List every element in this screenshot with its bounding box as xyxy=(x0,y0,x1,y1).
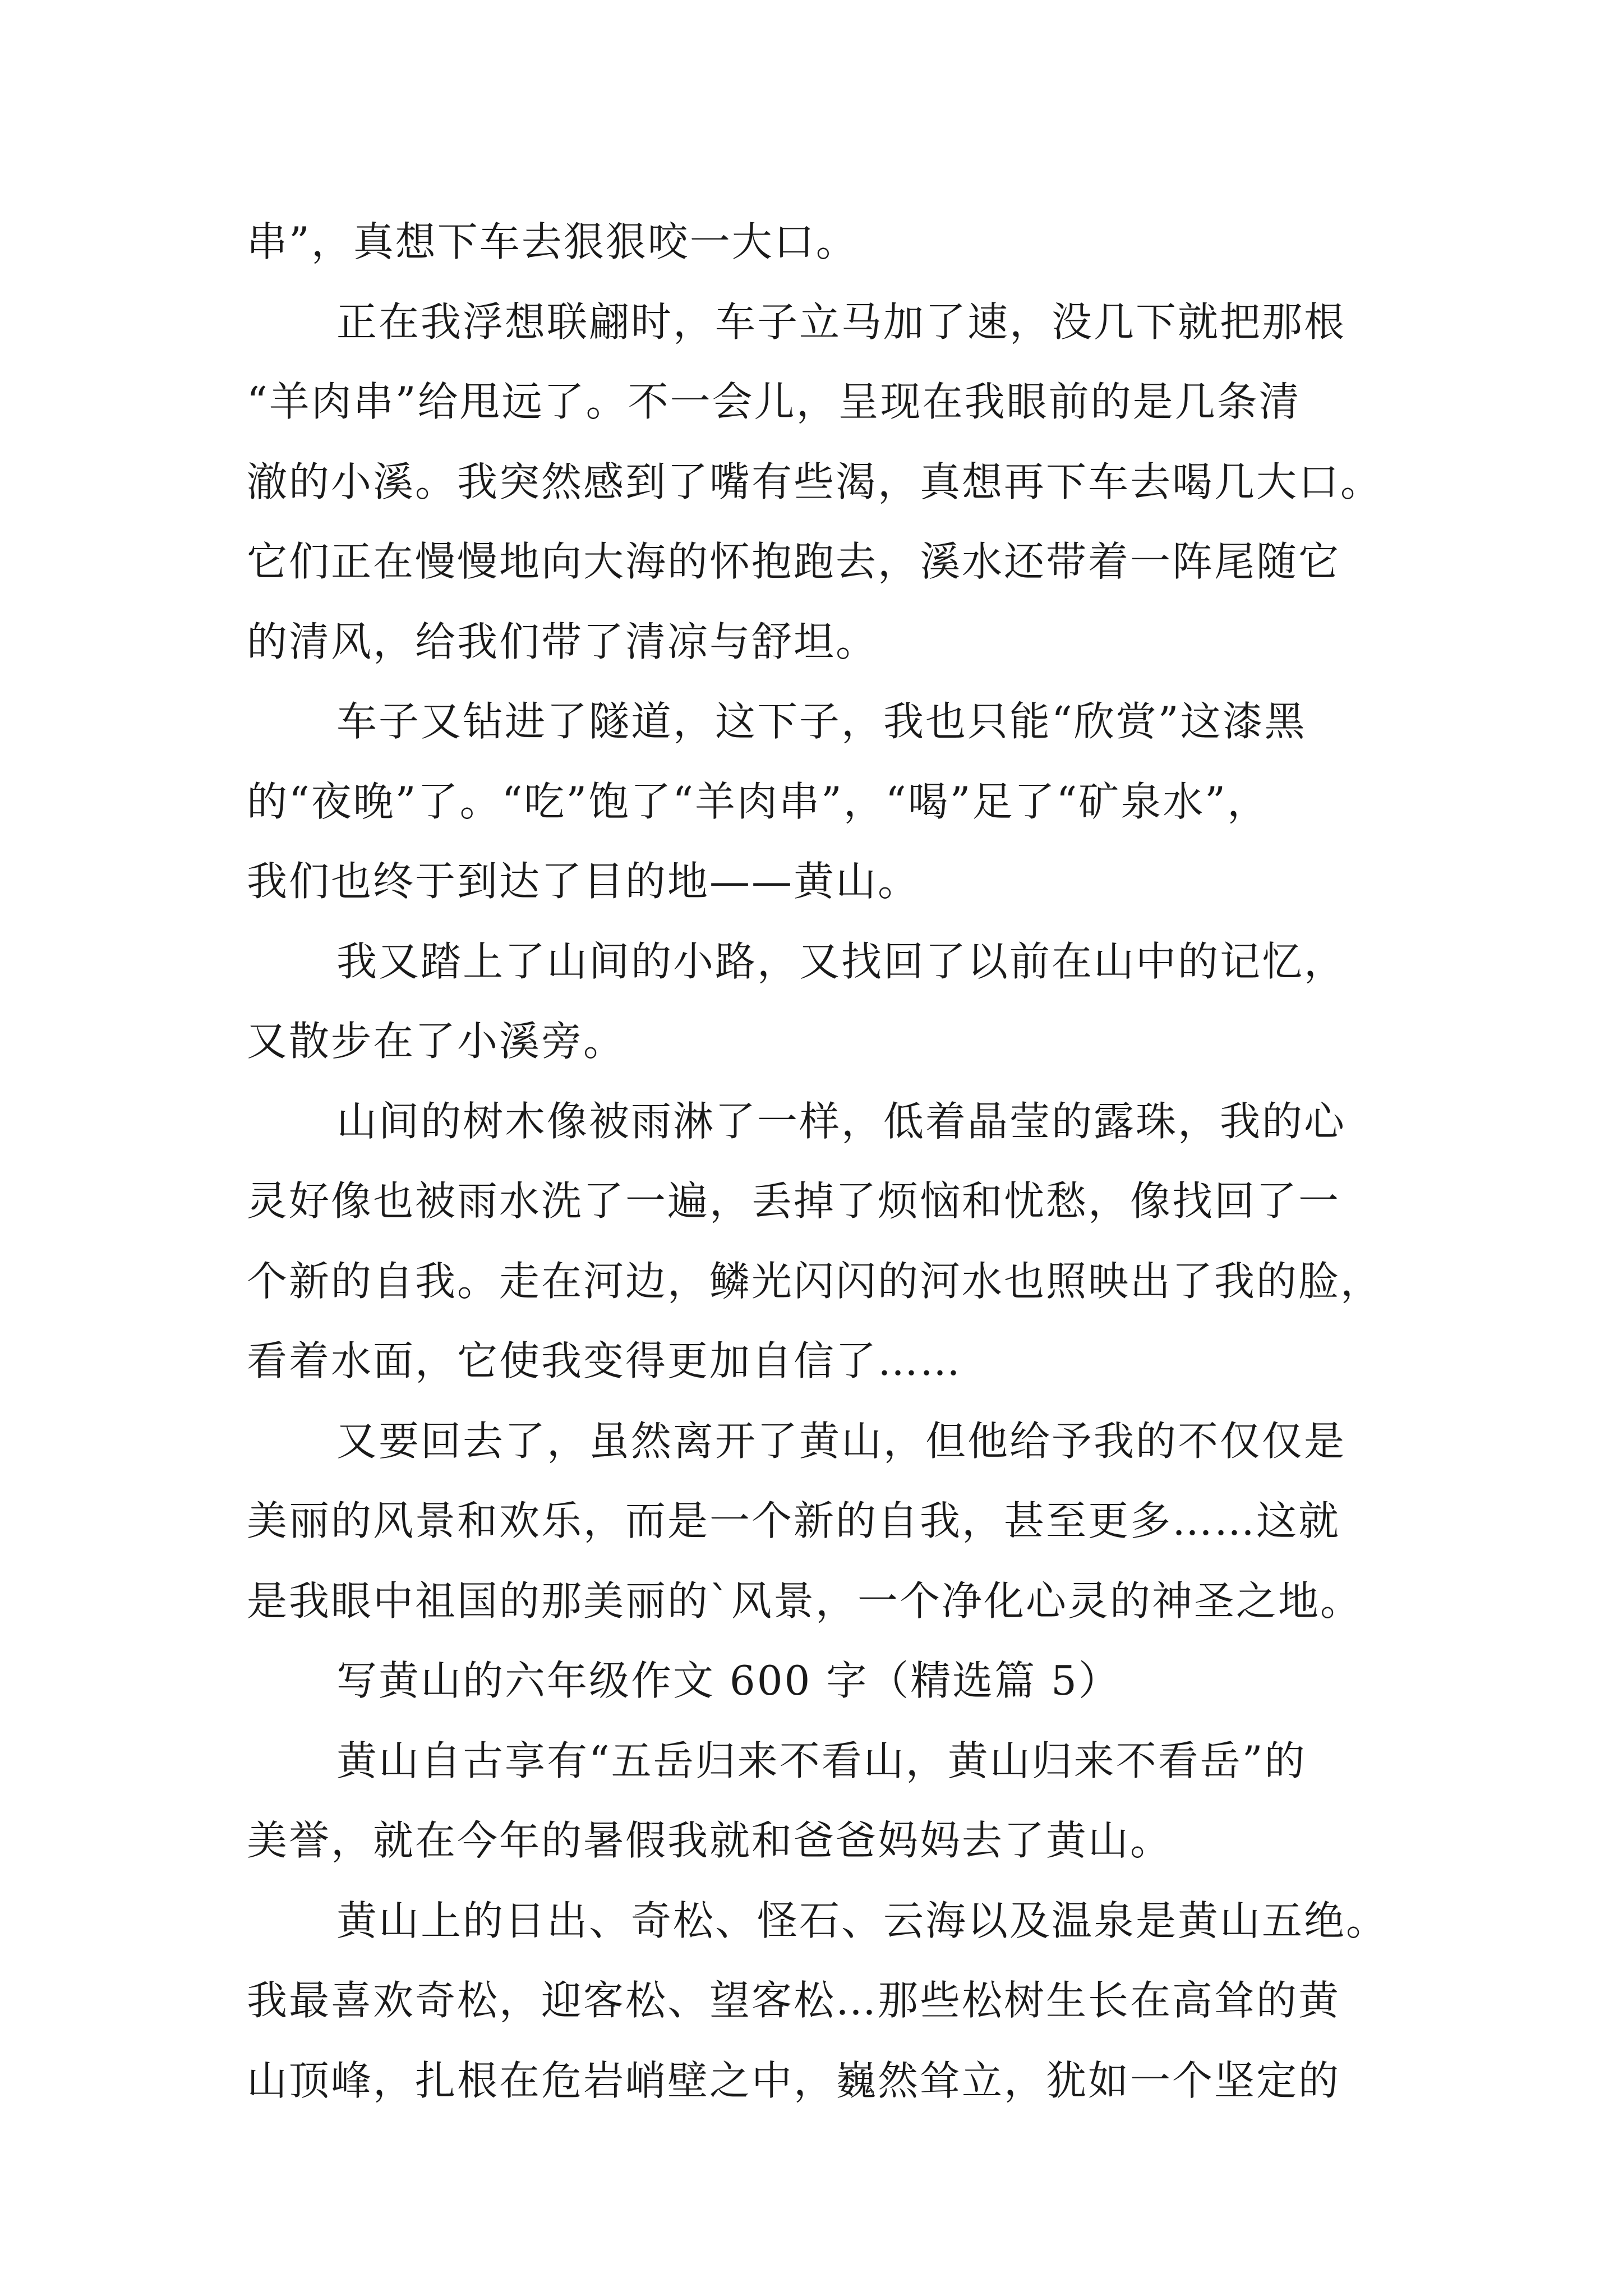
paragraph-start-line: 车子又钻进了隧道，这下子，我也只能“欣赏”这漆黑 xyxy=(336,698,1307,745)
text-line: 看着水面，它使我变得更加自信了…… xyxy=(247,1337,962,1384)
text-line: 是我眼中祖国的那美丽的`风景，一个净化心灵的神圣之地。 xyxy=(247,1577,1363,1625)
text-line: 串”，真想下车去狠狠咬一大口。 xyxy=(247,218,858,265)
text-line: 灵好像也被雨水洗了一遍，丢掉了烦恼和忧愁，像找回了一 xyxy=(247,1177,1341,1225)
paragraph-start-line: 又要回去了，虽然离开了黄山，但他给予我的不仅仅是 xyxy=(336,1417,1347,1465)
text-line: 山顶峰，扎根在危岩峭壁之中，巍然耸立，犹如一个坚定的 xyxy=(247,2056,1341,2104)
text-line: 我们也终于到达了目的地——黄山。 xyxy=(247,858,920,905)
text-line: “羊肉串”给甩远了。不一会儿，呈现在我眼前的是几条清 xyxy=(247,378,1301,425)
text-line: 美誉，就在今年的暑假我就和爸爸妈妈去了黄山。 xyxy=(247,1817,1173,1864)
paragraph-start-line: 山间的树木像被雨淋了一样，低着晶莹的露珠，我的心 xyxy=(336,1097,1347,1145)
essay-text xyxy=(247,202,1413,2120)
text-line: 的“夜晚”了。“吃”饱了“羊肉串”，“喝”足了“矿泉水”， xyxy=(247,777,1270,825)
text-line: 美丽的风景和欢乐，而是一个新的自我，甚至更多……这就 xyxy=(247,1497,1341,1544)
text-line: 它们正在慢慢地向大海的怀抱跑去，溪水还带着一阵尾随它 xyxy=(247,538,1341,585)
text-line: 我最喜欢奇松，迎客松、望客松…那些松树生长在高耸的黄 xyxy=(247,1977,1341,2024)
paragraph-start-line: 正在我浮想联翩时，车子立马加了速，没几下就把那根 xyxy=(336,298,1347,346)
text-line: 的清风，给我们带了清凉与舒坦。 xyxy=(247,618,878,665)
paragraph-start-line: 黄山上的日出、奇松、怪石、云海以及温泉是黄山五绝。 xyxy=(336,1897,1389,1944)
paragraph-start-line: 黄山自古享有“五岳归来不看山，黄山归来不看岳”的 xyxy=(336,1737,1307,1784)
paragraph-start-line: 我又踏上了山间的小路，又找回了以前在山中的记忆， xyxy=(336,937,1347,985)
section-heading: 写黄山的六年级作文 600 字（精选篇 5） xyxy=(336,1657,1121,1704)
text-line: 澈的小溪。我突然感到了嘴有些渴，真想再下车去喝几大口。 xyxy=(247,458,1383,505)
text-line: 又散步在了小溪旁。 xyxy=(247,1018,626,1065)
text-line: 个新的自我。走在河边，鳞光闪闪的河水也照映出了我的脸， xyxy=(247,1257,1383,1305)
